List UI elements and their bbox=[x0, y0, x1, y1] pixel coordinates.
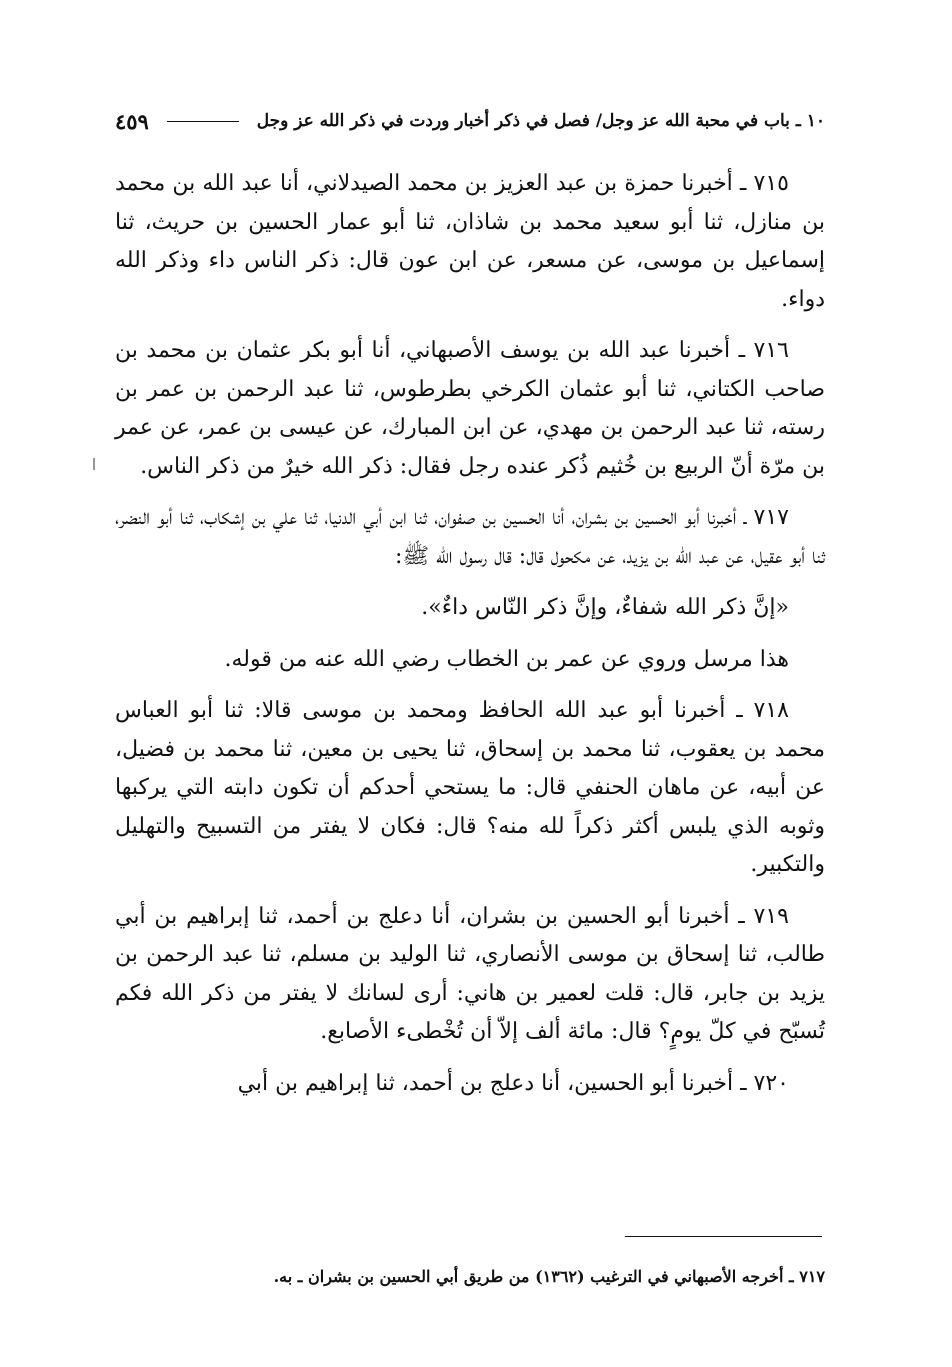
page-header bbox=[115, 104, 825, 138]
margin-mark bbox=[93, 458, 95, 470]
hadith-quote: «إنَّ ذكر الله شفاءٌ، وإنَّ ذكر النّاس داءٌ». bbox=[421, 595, 789, 620]
page-number: ٤٥٩ bbox=[115, 108, 149, 134]
main-text bbox=[115, 165, 825, 1116]
paragraph-720: ٧٢٠ ـ أخبرنا أبو الحسين، أنا دعلج بن أحمد، ثنا إبراهيم بن أبي bbox=[237, 1070, 789, 1096]
paragraph-716: ٧١٦ ـ أخبرنا عبد الله بن يوسف الأصبهاني، أنا أبو بكر عثمان بن محمد بن صاحب الكتاني، ثنا أبو عثمان الكرخي بطرطوس، ثنا عبد الرحمن بن عمر بن رسته، ثنا عبد الرحمن بن مهدي، عن ابن المبارك، عن عيسى بن عمر، عن عمر بن مرّة أنّ الربيع بن خُثيم ذُكر عنده رجل فقال: ذكر الله خيرٌ من ذكر الناس. bbox=[115, 338, 825, 479]
paragraph-717: ٧١٧ ـ أخبرنا أبو الحسين بن بشران، أنا الحسين بن صفوان، ثنا ابن أبي الدنيا، ثنا علي بن إشكاب، ثنا أبو النضر، ثنا أبو عقيل، عن عبد الله بن يزيد، عن مكحول قال: قال رسول الله ﷺ: bbox=[115, 505, 825, 569]
paragraph-719: ٧١٩ ـ أخبرنا أبو الحسين بن بشران، أنا دعلج بن أحمد، ثنا إبراهيم بن أبي طالب، ثنا إسحاق بن موسى الأنصاري، ثنا الوليد بن مسلم، ثنا عبد الرحمن بن يزيد بن جابر، قال: قلت لعمير بن هاني: أرى لسانك لا يفتر من ذكر الله فكم تُسبّح في كلّ يومٍ؟ قال: مائة ألف إلاّ أن تُخْطىء الأصابع. bbox=[115, 903, 825, 1044]
paragraph-717-note: هذا مرسل وروي عن عمر بن الخطاب رضي الله عنه من قوله. bbox=[224, 646, 789, 672]
paragraph-718: ٧١٨ ـ أخبرنا أبو عبد الله الحافظ ومحمد بن موسى قالا: ثنا أبو العباس محمد بن يعقوب، ثنا محمد بن إسحاق، ثنا يحيى بن معين، ثنا محمد بن فضيل، عن أبيه، عن ماهان الحنفي قال: ما يستحي أحدكم أن تكون دابته التي يركبها وثوبه الذي يلبس أكثر ذكراً لله منه؟ قال: فكان لا يفتر من التسبيح والتهليل والتكبير. bbox=[115, 698, 825, 877]
paragraph-715: ٧١٥ ـ أخبرنا حمزة بن عبد العزيز بن محمد الصيدلاني، أنا عبد الله بن محمد بن منازل، ثنا أبو سعيد محمد بن شاذان، ثنا أبو عمار الحسين بن حريث، ثنا إسماعيل بن موسى، عن مسعر، عن ابن عون قال: ذكر الناس داء وذكر الله دواء. bbox=[115, 171, 825, 312]
footnote: ٧١٧ ـ أخرجه الأصبهاني في الترغيب (١٣٦٢) من طريق أبي الحسين بن بشران ـ به. bbox=[273, 1267, 825, 1286]
running-title: ١٠ ـ باب في محبة الله عز وجل/ فصل في ذكر أخبار وردت في ذكر الله عز وجل bbox=[256, 111, 825, 131]
footnote-rule bbox=[625, 1236, 822, 1237]
header-rule bbox=[167, 121, 239, 122]
